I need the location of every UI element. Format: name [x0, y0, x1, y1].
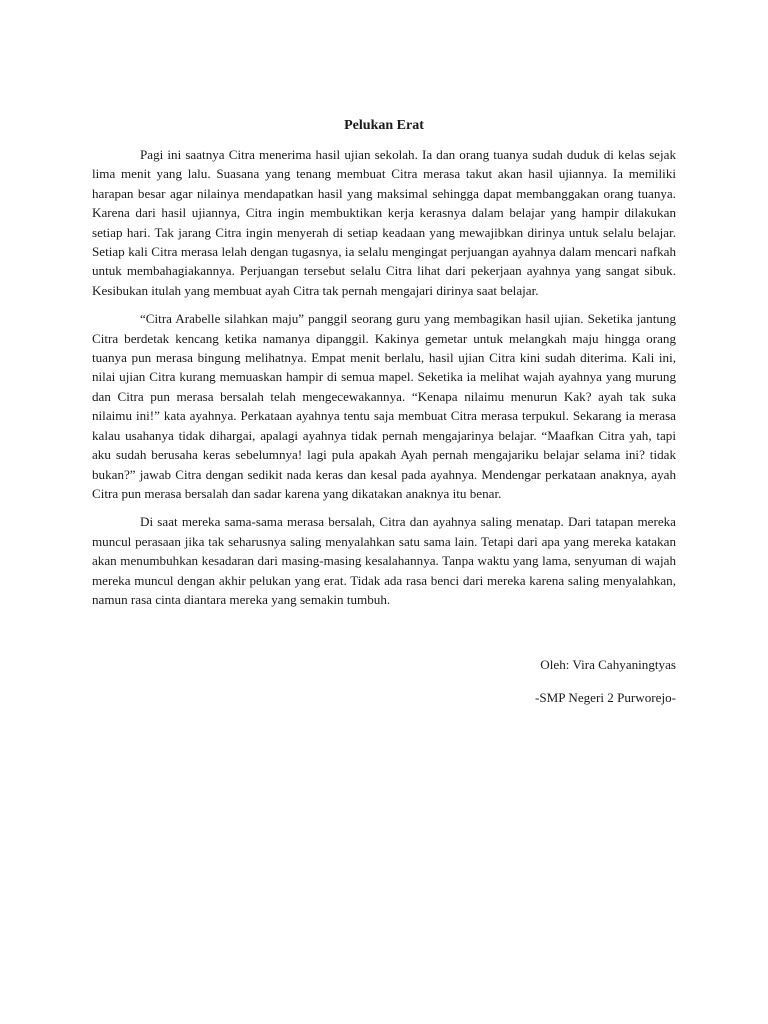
paragraph-3: Di saat mereka sama-sama merasa bersalah, Citra dan ayahnya saling menatap. Dari tatapan mereka muncul perasaan jika tak seharusnya saling menyalahkan satu sama lain. Tetapi dari apa yang mereka katakan akan menumbuhkan kesadaran dari masing-masing kesalahannya. Tanpa waktu yang lama, senyuman di wajah mereka muncul dengan akhir pelukan yang erat. Tidak ada rasa benci dari mereka karena saling menyalahkan, namun rasa cinta diantara mereka yang semakin tumbuh. [92, 514, 676, 607]
school-line: -SMP Negeri 2 Purworejo- [535, 689, 676, 705]
paragraph-2: “Citra Arabelle silahkan maju” panggil seorang guru yang membagikan hasil ujian. Seketika jantung Citra berdetak kencang ketika namanya dipanggil. Kakinya gemetar untuk melangkah maju hingga orang tuanya pun merasa bingung melihatnya. Empat menit berlalu, hasil ujian Citra kini sudah diterima. Kali ini, nilai ujian Citra kurang memuaskan hampir di semua mapel. Seketika ia melihat wajah ayahnya yang murung dan Citra pun merasa bersalah telah mengecewakannya. “Kenapa nilaimu menurun Kak? ayah tak suka nilaimu ini!” kata ayahnya. Perkataan ayahnya tentu saja membuat Citra merasa terpukul. Sekarang ia merasa kalau usahanya tidak dihargai, apalagi ayahnya tidak pernah mengajarinya belajar. “Maafkan Citra yah, tapi aku sudah berusaha keras sebelumnya! lagi pula apakah Ayah pernah mengajariku belajar selama ini? tidak bukan?” jawab Citra dengan sedikit nada keras dan kesal pada ayahnya. Mendengar perkataan anaknya, ayah Citra pun merasa bersalah dan sadar karena yang dikatakan anaknya itu benar. [92, 311, 676, 501]
document-page [92, 116, 676, 707]
paragraph-1: Pagi ini saatnya Citra menerima hasil ujian sekolah. Ia dan orang tuanya sudah duduk di kelas sejak lima menit yang lalu. Suasana yang tenang membuat Citra merasa takut akan hasil ujiannya. Ia memiliki harapan besar agar nilainya mendapatkan hasil yang maksimal sehingga dapat membanggakan orang tuanya. Karena dari hasil ujiannya, Citra ingin membuktikan kerja kerasnya dalam belajar yang hampir dilakukan setiap hari. Tak jarang Citra ingin menyerah di setiap keadaan yang mewajibkan dirinya untuk selalu belajar. Setiap kali Citra merasa lelah dengan tugasnya, ia selalu mengingat perjuangan ayahnya dalam mencari nafkah untuk membahagiakannya. Perjuangan tersebut selalu Citra lihat dari pekerjaan ayahnya yang sangat sibuk. Kesibukan itulah yang membuat ayah Citra tak pernah mengajari dirinya saat belajar. [92, 147, 676, 298]
author-line: Oleh: Vira Cahyaningtyas [540, 657, 676, 673]
document-title: Pelukan Erat [344, 118, 424, 133]
